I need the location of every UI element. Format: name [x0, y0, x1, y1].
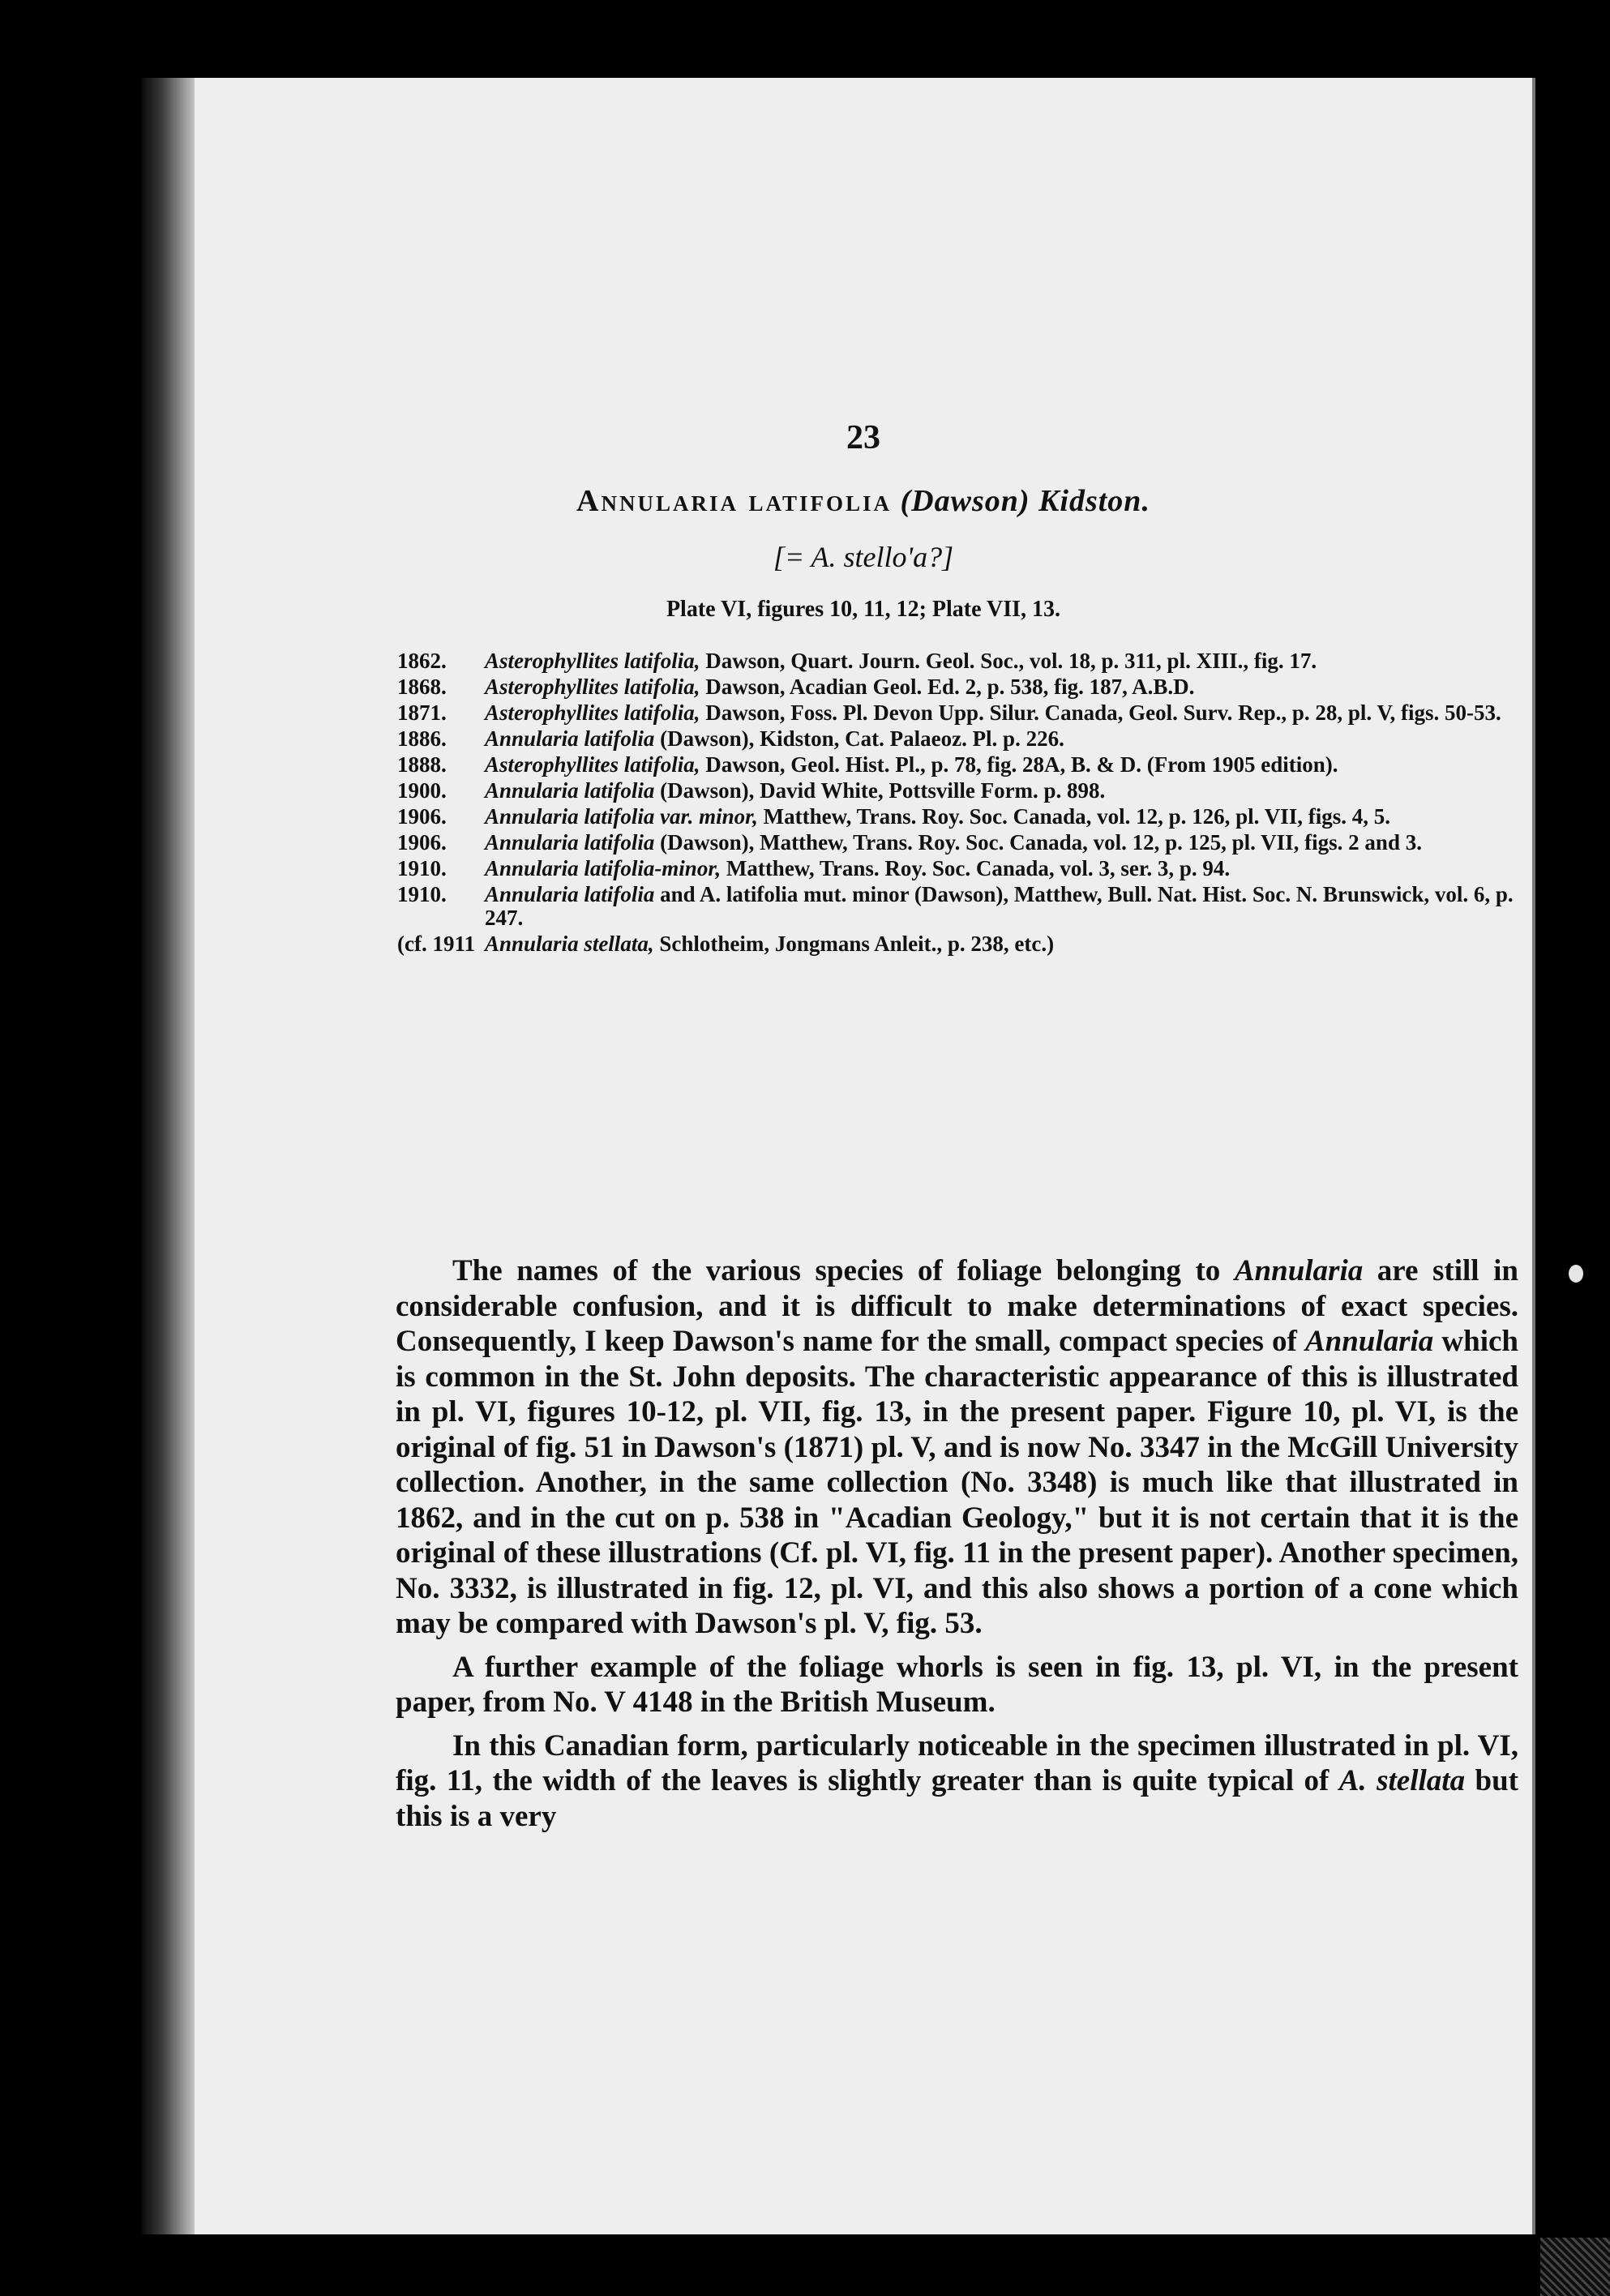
synonymy-list [397, 649, 1524, 958]
reference-taxon: Asterophyllites latifolia, [485, 649, 700, 673]
reference-taxon: Asterophyllites latifolia, [485, 675, 700, 699]
reference-citation: Dawson, Acadian Geol. Ed. 2, p. 538, fig. 187, A.B.D. [700, 675, 1195, 699]
book-binding-shadow [142, 78, 199, 2234]
italic-taxon: A. stellata [1338, 1764, 1466, 1797]
reference-year: 1910. [397, 856, 447, 880]
reference-citation: Dawson, Quart. Journ. Geol. Soc., vol. 18, p. 311, pl. XIII., fig. 17. [700, 649, 1317, 673]
reference-text [485, 932, 1524, 956]
reference-taxon: Annularia stellata, [485, 932, 654, 956]
paragraph-text: A further example of the foliage whorls is seen in fig. 13, pl. VI, in the present paper, from No. V 4148 in the British Museum. [396, 1650, 1518, 1719]
reference-taxon: Annularia latifolia var. minor, [485, 804, 758, 829]
italic-taxon: Annularia [1234, 1254, 1364, 1287]
reference-year: 1888. [397, 752, 447, 777]
body-paragraph [396, 1650, 1518, 1720]
reference-text [485, 831, 1524, 855]
reference-year: 1862. [397, 649, 447, 673]
reference-entry [397, 883, 1524, 930]
reference-citation: (Dawson), Kidston, Cat. Palaeoz. Pl. p. 226. [654, 726, 1064, 751]
species-authority: Kidston. [1038, 484, 1150, 518]
body-text [396, 1253, 1518, 1842]
reference-taxon: Annularia latifolia [485, 882, 655, 906]
italic-taxon: Annularia [1304, 1325, 1434, 1358]
reference-text [485, 805, 1524, 829]
reference-citation: Matthew, Trans. Roy. Soc. Canada, vol. 3, ser. 3, p. 94. [721, 856, 1231, 880]
reference-taxon: Asterophyllites latifolia, [485, 700, 700, 725]
reference-entry [397, 649, 1524, 673]
reference-citation: (Dawson), Matthew, Trans. Roy. Soc. Canada, vol. 12, p. 125, pl. VII, figs. 2 and 3. [654, 830, 1422, 855]
reference-entry [397, 727, 1524, 751]
scan-artifact [1569, 1265, 1583, 1283]
reference-entry [397, 779, 1524, 803]
synonym-note: [= A. stello'a?] [773, 541, 954, 573]
reference-entry [397, 932, 1524, 956]
scan-noise [1540, 2238, 1610, 2296]
reference-taxon: Asterophyllites latifolia, [485, 752, 700, 777]
reference-year: 1900. [397, 778, 447, 803]
book-page [195, 78, 1532, 2234]
reference-citation: and A. latifolia mut. minor (Dawson), Matthew, Bull. Nat. Hist. Soc. N. Brunswick, vol. 6, p. 247. [485, 882, 1514, 930]
reference-year: 1868. [397, 675, 447, 699]
reference-citation: Dawson, Geol. Hist. Pl., p. 78, fig. 28A, B. & D. (From 1905 edition). [700, 752, 1338, 777]
body-paragraph [396, 1728, 1518, 1835]
reference-text [485, 675, 1524, 699]
paragraph-text: In this Canadian form, particularly noticeable in the specimen illustrated in pl. VI, fig. 11, the width of the leaves is slightly greater than is quite typical of [396, 1728, 1518, 1797]
reference-year: 1871. [397, 700, 447, 725]
reference-citation: (Dawson), David White, Pottsville Form. p. 898. [654, 778, 1106, 803]
reference-year: 1910. [397, 882, 447, 906]
reference-year: (cf. 1911 [397, 932, 475, 956]
reference-taxon: Annularia latifolia-minor, [485, 856, 722, 880]
reference-entry [397, 857, 1524, 880]
reference-entry [397, 753, 1524, 777]
paragraph-text: but this is a very [396, 1764, 1519, 1833]
reference-taxon: Annularia latifolia [485, 726, 655, 751]
reference-taxon: Annularia latifolia [485, 830, 655, 855]
reference-text [485, 701, 1524, 725]
plate-reference: Plate VI, figures 10, 11, 12; Plate VII, 13. [666, 597, 1061, 622]
reference-year: 1906. [397, 830, 447, 855]
body-paragraph [396, 1253, 1518, 1642]
paragraph-text: The names of the various species of foliage belonging to [452, 1254, 1235, 1287]
reference-entry [397, 675, 1524, 699]
reference-year: 1886. [397, 726, 447, 751]
species-author: (Dawson) [900, 484, 1030, 518]
paragraph-text: which is common in the St. John deposits. The characteristic appearance of this is illustrated in pl. VI, figures 10-12, pl. VII, fig. 13, in the present paper. Figure 10, pl. VI, is the original of fig. 51 in Dawson's (1871) pl. V, and is now No. 3347 in the McGill University collection. Another, in the same collection (No. 3348) is much like that illustrated in 1862, and in the cut on p. 538 in "Acadian Geology," but it is not certain that it is the original of these illustrations (Cf. pl. VI, fig. 11 in the present paper). Another specimen, No. 3332, is illustrated in fig. 12, pl. VI, and this also shows a portion of a cone which may be compared with Dawson's pl. V, fig. 53. [396, 1325, 1519, 1640]
reference-text [485, 727, 1524, 751]
reference-text [485, 779, 1524, 803]
reference-year: 1906. [397, 804, 447, 829]
reference-citation: Matthew, Trans. Roy. Soc. Canada, vol. 12, p. 126, pl. VII, figs. 4, 5. [757, 804, 1390, 829]
page-edge [1532, 78, 1535, 2234]
reference-citation: Dawson, Foss. Pl. Devon Upp. Silur. Canada, Geol. Surv. Rep., p. 28, pl. V, figs. 50-53. [700, 700, 1501, 725]
reference-citation: Schlotheim, Jongmans Anleit., p. 238, etc.) [653, 932, 1055, 956]
reference-text [485, 649, 1524, 673]
paragraph-text: are still in considerable confusion, and it is difficult to make determinations of exact species. Consequently, I keep Dawson's name for the small, compact species of [396, 1254, 1518, 1358]
reference-text [485, 753, 1524, 777]
reference-taxon: Annularia latifolia [485, 778, 655, 803]
reference-text [485, 857, 1524, 880]
reference-entry [397, 831, 1524, 855]
species-name: Annularia latifolia [576, 484, 893, 518]
species-title [195, 483, 1532, 519]
reference-entry [397, 701, 1524, 725]
reference-entry [397, 805, 1524, 829]
page-number: 23 [846, 419, 880, 456]
reference-text [485, 883, 1524, 930]
